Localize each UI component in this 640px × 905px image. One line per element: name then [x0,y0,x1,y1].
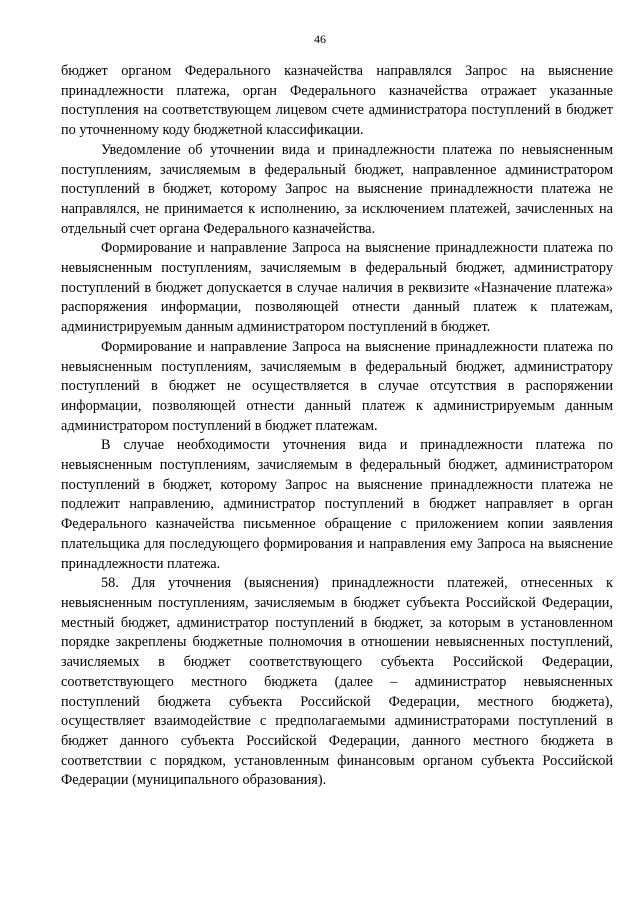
paragraph-request-not-performed: Формирование и направление Запроса на выяснение принадлежности платежа по невыясненным поступлениям, зачисляемым в федеральный бюджет, администратору поступлений в бюджет не осуществляется в случае отсутствия в распоряжении информации, позволяющей отнести данный платеж к администрируемым данным администратором поступлений в бюджет платежам. [61,338,613,434]
paragraph-written-appeal: В случае необходимости уточнения вида и принадлежности платежа по невыясненным поступлениям, зачисляемым в федеральный бюджет, администратором поступлений в бюджет, которому Запрос на выяснение принадлежности платежа не подлежит направлению, администратор поступлений в бюджет направляет в орган Федерального казначейства письменное обращение с приложением копии заявления плательщика для последующего формирования и направления ему Запроса на выяснение принадлежности платежа. [61,437,613,572]
document-body [61,62,613,791]
paragraph-continuation: бюджет органом Федерального казначейства направлялся Запрос на выяснение принадлежности платежа, орган Федерального казначейства отражает указанные поступления на соответствующем лицевом счете администратора поступлений в бюджет по уточненному коду бюджетной классификации. [61,63,613,139]
paragraph-item-58: 58. Для уточнения (выяснения) принадлежности платежей, отнесенных к невыясненным поступлениям, зачисляемым в бюджет субъекта Российской Федерации, местный бюджет, администратор поступлений в бюджет, за которым в установленном порядке закреплены бюджетные полномочия в отношении невыясненных поступлений, зачисляемых в бюджет соответствующего субъекта Российской Федерации, соответствующего местного бюджета (далее – администратор невыясненных поступлений бюджета субъекта Российской Федерации, местного бюджета), осуществляет взаимодействие с предполагаемыми администраторами поступлений в бюджет данного субъекта Российской Федерации, данного местного бюджета в соответствии с порядком, установленным финансовым органом субъекта Российской Федерации (муниципального образования). [61,575,613,789]
paragraph-notification-refusal: Уведомление об уточнении вида и принадлежности платежа по невыясненным поступлениям, зачисляемым в федеральный бюджет, направленное администратором поступлений в бюджет, которому Запрос на выяснение принадлежности платежа не направлялся, не принимается к исполнению, за исключением платежей, зачисленных на отдельный счет органа Федерального казначейства. [61,141,613,237]
page-number: 46 [314,32,326,46]
paragraph-request-allowed: Формирование и направление Запроса на выяснение принадлежности платежа по невыясненным поступлениям, зачисляемым в федеральный бюджет, администратору поступлений в бюджет допускается в случае наличия в реквизите «Назначение платежа» распоряжения информации, позволяющей отнести данный платеж к платежам, администрируемым данным администратором поступлений в бюджет. [61,240,613,336]
